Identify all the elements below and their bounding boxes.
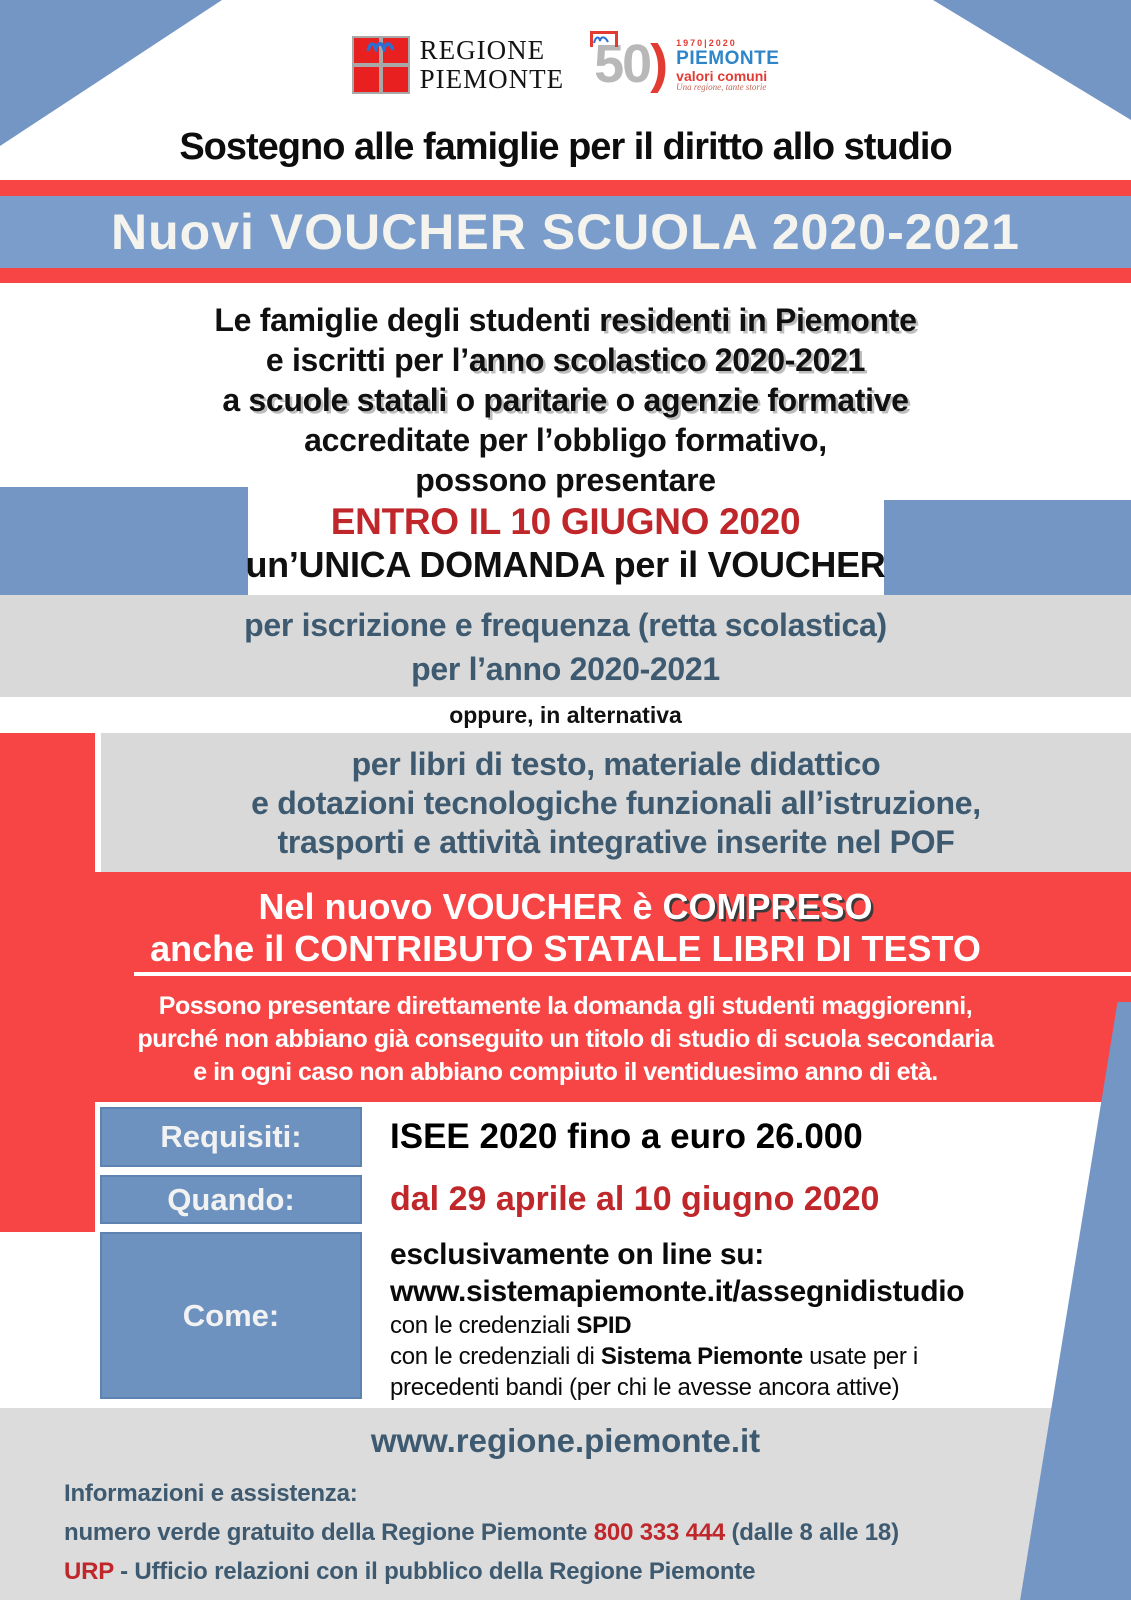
red-divider-bottom xyxy=(0,268,1131,283)
value-requisiti: ISEE 2020 fino a euro 26.000 xyxy=(390,1117,863,1156)
fifty-number: 50 xyxy=(594,34,651,95)
single-request-text: un’UNICA DOMANDA per il VOUCHER xyxy=(245,544,886,585)
fifty-mark xyxy=(594,34,669,95)
come-credentials-line: con le credenziali di Sistema Piemonte usate per i xyxy=(390,1343,918,1370)
included-line-1: Nel nuovo VOUCHER è COMPRESO xyxy=(258,886,873,927)
anniversary-50-logo xyxy=(594,34,780,95)
piemonte-word: PIEMONTE xyxy=(419,64,565,94)
regione-website-url[interactable]: www.regione.piemonte.it xyxy=(370,1422,761,1459)
alternative-strip: oppure, in alternativa xyxy=(0,697,1131,733)
emphasis-agenzie: agenzie formative xyxy=(643,382,909,418)
white-divider-line xyxy=(134,972,1131,976)
footer xyxy=(0,1408,1131,1600)
label-requisiti: Requisiti: xyxy=(100,1107,362,1167)
included-line-2: anche il CONTRIBUTO STATALE LIBRI DI TESTO xyxy=(150,928,981,969)
anniversary-tagline: Una regione, tante storie xyxy=(676,82,767,93)
anniversary-brand: PIEMONTE xyxy=(676,47,780,69)
anniversary-years: 1970|2020 xyxy=(676,38,737,49)
intro-line-4: accreditate per l’obbligo formativo, xyxy=(304,422,827,458)
option2-line-3: trasporti e attività integrative inserite nel POF xyxy=(277,824,955,860)
option1-band xyxy=(0,595,1131,697)
emphasis-anno-scolastico: anno scolastico 2020-2021 xyxy=(468,342,866,378)
intro-line-2: e iscritti per l’anno scolastico 2020-2021 xyxy=(265,342,866,378)
regione-piemonte-wordmark xyxy=(420,36,565,94)
emphasis-scuole-statali: scuole statali xyxy=(248,382,447,418)
mini-flag-icon xyxy=(590,31,618,47)
option2-line-1: per libri di testo, materiale didattico xyxy=(351,746,881,782)
page-title: Sostegno alle famiglie per il diritto allo studio xyxy=(179,126,952,168)
piemonte-crest-icon xyxy=(352,36,410,94)
emphasis-paritarie: paritarie xyxy=(483,382,608,418)
value-come xyxy=(390,1236,1050,1403)
option1-line-2: per l’anno 2020-2021 xyxy=(411,651,720,687)
fifty-paren: ) xyxy=(650,34,669,95)
intro-paragraph xyxy=(0,300,1131,586)
header xyxy=(0,36,1131,94)
urp-line: URP - Ufficio relazioni con il pubblico della Regione Piemonte xyxy=(64,1558,756,1585)
come-online-text: esclusivamente on line su: xyxy=(390,1238,764,1271)
intro-line-5: possono presentare xyxy=(415,462,716,498)
footer-info-block xyxy=(64,1474,899,1591)
phone-line: numero verde gratuito della Regione Piemonte 800 333 444 (dalle 8 alle 18) xyxy=(64,1519,899,1546)
note-line-3: e in ogni caso non abbiano compiuto il ventiduesimo anno di età. xyxy=(193,1058,938,1086)
anniversary-subtitle: valori comuni xyxy=(676,67,768,84)
anniversary-text xyxy=(676,37,779,93)
option2-band xyxy=(101,733,1131,872)
sistemapiemonte-url[interactable]: www.sistemapiemonte.it/assegnidistudio xyxy=(390,1275,965,1308)
lambello-icon xyxy=(366,40,396,52)
value-quando: dal 29 aprile al 10 giugno 2020 xyxy=(390,1180,880,1218)
note-line-1: Possono presentare direttamente la domanda gli studenti maggiorenni, xyxy=(158,992,973,1020)
emphasis-compreso: COMPRESO xyxy=(662,886,873,927)
option1-line-1: per iscrizione e frequenza (retta scolastica) xyxy=(244,607,887,643)
come-previous-line: precedenti bandi (per chi le avesse ancora attive) xyxy=(390,1374,900,1401)
come-spid-line: con le credenziali SPID xyxy=(390,1312,632,1339)
emphasis-residenti: residenti in Piemonte xyxy=(599,302,917,338)
intro-line-1: Le famiglie degli studenti residenti in Piemonte xyxy=(214,302,917,338)
red-divider-top xyxy=(0,180,1131,196)
label-come: Come: xyxy=(100,1232,362,1399)
intro-line-3: a scuole statali o paritarie o agenzie formative xyxy=(222,382,909,418)
deadline-text: ENTRO IL 10 GIUGNO 2020 xyxy=(330,501,801,542)
phone-number: 800 333 444 xyxy=(593,1519,726,1546)
sistema-piemonte-label: Sistema Piemonte xyxy=(600,1343,803,1370)
option2-line-2: e dotazioni tecnologiche funzionali all’istruzione, xyxy=(251,785,981,821)
urp-acronym: URP xyxy=(64,1558,114,1585)
regione-piemonte-logo xyxy=(352,36,565,94)
note-line-2: purché non abbiano già conseguito un titolo di studio di scuola secondaria xyxy=(137,1025,994,1053)
info-title: Informazioni e assistenza: xyxy=(64,1480,358,1507)
label-quando: Quando: xyxy=(100,1175,362,1224)
regione-word: REGIONE xyxy=(419,35,546,65)
spid-label: SPID xyxy=(576,1312,632,1339)
voucher-included-band xyxy=(0,872,1131,1102)
voucher-banner-title: Nuovi VOUCHER SCUOLA 2020-2021 xyxy=(0,196,1131,268)
adult-students-note xyxy=(0,990,1131,1089)
